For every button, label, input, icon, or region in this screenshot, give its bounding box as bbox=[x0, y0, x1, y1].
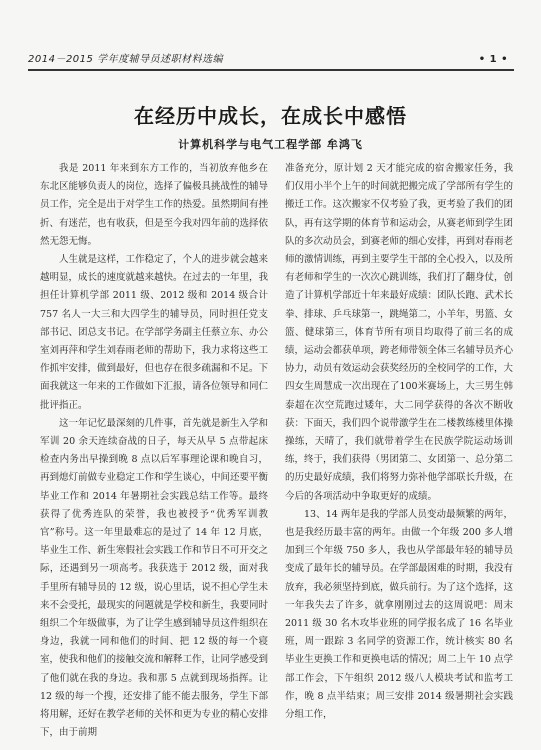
right-column bbox=[285, 160, 513, 724]
paragraph: 这一年记忆最深刻的几件事，首先就是新生入学和军训 20 余天连续奋战的日子，每天从早 5 点带起床检查内务出早操到晚 8 点以后军事理论课和晚自习，再到熄灯前做专业稳定工作和学生谈心，中间还要平衡毕业工作和 2014 年暑期社会实践总结工作等。最终获得了优秀连队的荣誉，我也被授予“优秀军训教官”称号。这一年里最难忘的是过了 14 年 12 月底，毕业生工作、新生寒假社会实践工作和节日不可开交之际，还遇到另一项高考。我获选于 2012 级，面对我手里所有辅导员的 12 级，说心里话，说不担心学生未来不会受托，最现实的问题就是学校和新生，我要同时组织二个年级做事，为了让学生感到辅导员这件组织在身边，我就一同和他们的时间、把 12 级的每一个寝室，使我和他们的接触交流和解释工作，让同学感受到了他们就在我的身边。我和那 5 点就到现场指挥。让 12 级的每一个搜，还安排了能不能去服务，学生下部将用解，还好在教学老师的关怀和更为专业的精心安排下，由于前期 bbox=[40, 417, 269, 739]
paragraph: 人生就是这样，工作稳定了，个人的进步就会越来越明显，成长的速度就越来越快。在过去的一年里，我担任计算机学部 2011 级、2012 级和 2014 级合计 757 名人一大三和大四学生的辅导员，同时担任党支部书记、团总支书记。在学部学务副主任蔡立东、办公室刘再萍和学生刘春雨老师的帮助下，我力求将这些工作抓牢安排，做到最好，但也存在很多疏漏和不足。下面我就这一年来的工作做如下汇报，请各位领导和同仁批评指正。 bbox=[40, 254, 269, 411]
header-rule bbox=[28, 69, 514, 71]
article-title: 在经历中成长，在成长中感悟 bbox=[134, 104, 407, 128]
paragraph: 13、14 两年是我的学部人员变动最频繁的两年，也是我经历最丰富的两年。由做一个年级 200 多人增加到三个年级 750 多人，我也从学部最年轻的辅导员变成了最年长的辅导员。在学部最困难的时期，我没有放弃，我必须坚持到底，做兵前行。为了这个选择，这一年我失去了许多，就拿刚刚过去的这周说吧：周末 2011 级 30 名木攻毕业班的同学报名成了 16 名毕业班，周一跟踪 3 名同学的资源工作，统计核实 80 名毕业生更换工作和更换电话的情况；周二上午 10 点学部工作会，下午组织 2012 级八人模块考试和监考工作，晚 8 点半结束；周三安排 2014 级暑期社会实践分组工作， bbox=[285, 508, 514, 721]
article-author: 计算机科学与电气工程学部 牟鸿飞 bbox=[178, 138, 363, 151]
page-number: • 1 • bbox=[478, 54, 508, 65]
running-header bbox=[28, 52, 514, 68]
paragraph: 我是 2011 年来到东方工作的，当初放弃他乡在东北区能够负责人的岗位，选择了偏极具挑战性的辅导员工作，完全是出于对学生工作的热爱。虽然期间有挫折、有迷茫，也有收获，但是至今我对四年前的选择依然无怨无悔。 bbox=[40, 163, 269, 247]
running-title: 2014－2015 学年度辅导员述职材料选编 bbox=[28, 54, 224, 65]
left-column bbox=[40, 160, 268, 743]
paragraph: 准备充分，原计划 2 天才能完成的宿舍搬家任务，我们仅用小半个上午的时间就把搬完成了学部所有学生的搬迁工作。这次搬家不仅考验了我，更考验了我们的团队，再有这学期的体育节和运动会，从赛老师到学生团队的多次动员会，到赛老师的细心安排，再到对春雨老师的激情训练，再到主要学生干部的全心投入，以及所有老师和学生的一次次心跳训练，我们打了翻身仗，创造了计算机学部近十年来最好成绩：团队长跑、武术长拳、排球、乒乓球第一，跳绳第二，小羊年，男篮、女篮、健球第三，体育节所有项目均取得了前三名的成绩，运动会都获单项，跨老师带领全体三名辅导员齐心协力，动员有效运动会获奖经历的全校同学的工作，大四女生周慧成一次出现在了100米赛场上，大三男生韩泰超在次空荒跑过矮年，大二同学获得的各次不断收获：下面天，我们四个说带激学生在二楼教练楼里体操操练，天晴了，我们就带着学生在民族学院运动场训练，终于，我们获得（男团第二、女团第一、总分第二的历史最好成绩，我们将努力弥补他学部联长升级，在今后的各项活动中争取更好的成绩。 bbox=[285, 163, 514, 502]
